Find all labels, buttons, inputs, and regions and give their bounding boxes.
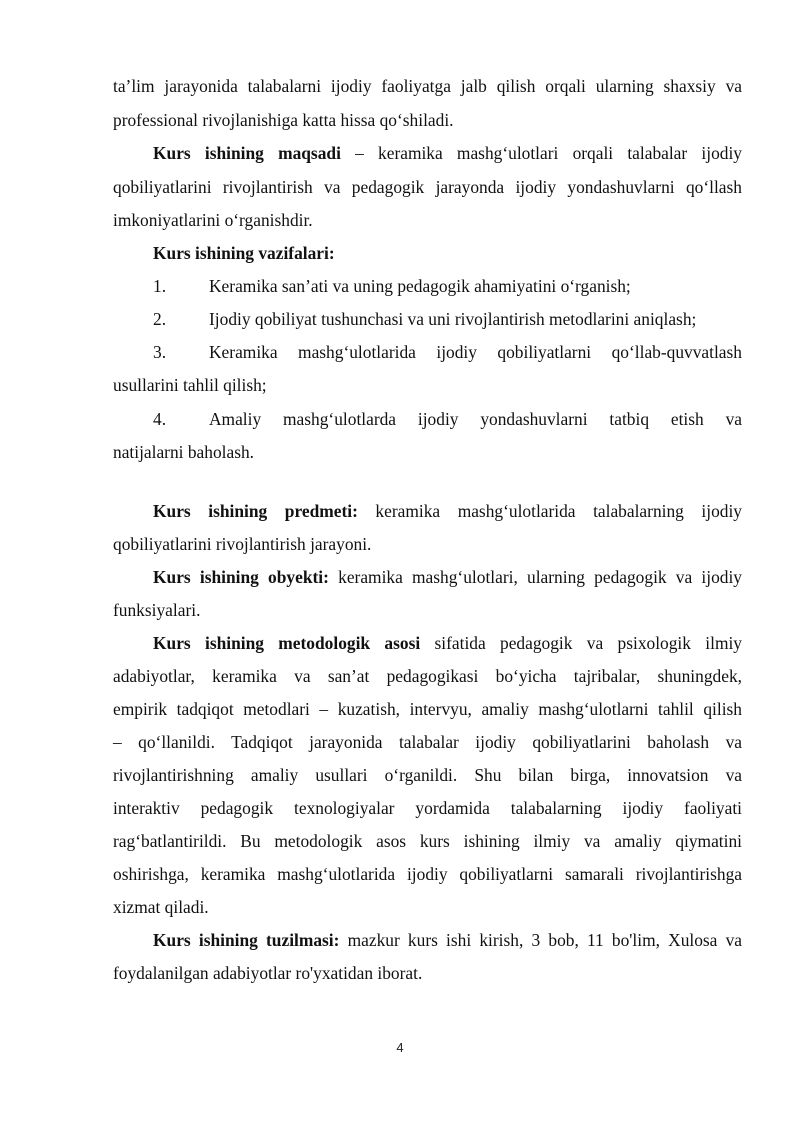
- list-number: 4.: [153, 409, 167, 429]
- goal-text: – keramika mashg‘ulotlari orqali talabalar ijodiy: [340, 143, 742, 163]
- structure-line: [153, 924, 742, 956]
- text-line: funksiyalari.: [113, 600, 201, 620]
- goal-heading: Kurs ishining maqsadi: [153, 143, 341, 163]
- text-line: empirik tadqiqot metodlari – kuzatish, intervyu, amaliy mashg‘ulotlarni tahlil qilish: [113, 699, 742, 719]
- list-item-text: Ijodiy qobiliyat tushunchasi va uni rivojlantirish metodlarini aniqlash;: [209, 309, 697, 329]
- text-line: professional rivojlanishiga katta hissa qo‘shiladi.: [113, 110, 454, 130]
- list-item: [153, 270, 742, 302]
- text-line: interaktiv pedagogik texnologiyalar yordamida talabalarning ijodiy faoliyati: [113, 798, 742, 818]
- text-line: natijalarni baholash.: [113, 442, 255, 462]
- list-item: [153, 336, 742, 368]
- list-item-text: Amaliy mashg‘ulotlarda ijodiy yondashuvlarni tatbiq etish va: [209, 409, 742, 429]
- subject-heading: Kurs ishining predmeti:: [153, 501, 358, 521]
- list-item: [153, 403, 742, 435]
- text-line: imkoniyatlarini o‘rganishdir.: [113, 210, 313, 230]
- subject-text: keramika mashg‘ulotlarida talabalarning ijodiy: [357, 501, 742, 521]
- tasks-heading: Kurs ishining vazifalari:: [153, 243, 335, 263]
- text-line: xizmat qiladi.: [113, 897, 209, 917]
- text-line: foydalanilgan adabiyotlar ro'yxatidan iborat.: [113, 963, 423, 983]
- text-line: oshirishga, keramika mashg‘ulotlarida ijodiy qobiliyatlarni samarali rivojlantirishga: [113, 864, 742, 884]
- structure-text: mazkur kurs ishi kirish, 3 bob, 11 bo'lim, Xulosa va: [339, 930, 742, 950]
- object-line: [153, 561, 742, 593]
- list-item-text: Keramika san’ati va uning pedagogik ahamiyatini o‘rganish;: [209, 276, 631, 296]
- text-line: qobiliyatlarini rivojlantirish va pedagogik jarayonda ijodiy yondashuvlarni qo‘llash: [113, 177, 742, 197]
- list-item-text: Keramika mashg‘ulotlarida ijodiy qobiliyatlarni qo‘llab-quvvatlash: [209, 342, 742, 362]
- list-number: 3.: [153, 342, 167, 362]
- method-text: sifatida pedagogik va psixologik ilmiy: [420, 633, 743, 653]
- text-line: rivojlantirishning amaliy usullari o‘rganildi. Shu bilan birga, innovatsion va: [113, 765, 742, 785]
- goal-line: [153, 137, 742, 169]
- list-item: [153, 303, 742, 335]
- text-line: usullarini tahlil qilish;: [113, 375, 267, 395]
- structure-heading: Kurs ishining tuzilmasi:: [153, 930, 340, 950]
- text-line: qobiliyatlarini rivojlantirish jarayoni.: [113, 534, 372, 554]
- subject-line: [153, 495, 742, 527]
- text-line: rag‘batlantirildi. Bu metodologik asos kurs ishining ilmiy va amaliy qiymatini: [113, 831, 742, 851]
- text-line: ta’lim jarayonida talabalarni ijodiy faoliyatga jalb qilish orqali ularning shaxsiy va: [113, 76, 742, 96]
- object-heading: Kurs ishining obyekti:: [153, 567, 329, 587]
- text-line: – qo‘llanildi. Tadqiqot jarayonida talabalar ijodiy qobiliyatlarini baholash va: [113, 732, 742, 752]
- list-number: 1.: [153, 276, 167, 296]
- list-number: 2.: [153, 309, 167, 329]
- method-line: [153, 627, 742, 659]
- object-text: keramika mashg‘ulotlari, ularning pedagogik va ijodiy: [328, 567, 742, 587]
- method-heading: Kurs ishining metodologik asosi: [153, 633, 421, 653]
- text-line: adabiyotlar, keramika va san’at pedagogikasi bo‘yicha tajribalar, shuningdek,: [113, 666, 742, 686]
- page-number: 4: [396, 1040, 404, 1055]
